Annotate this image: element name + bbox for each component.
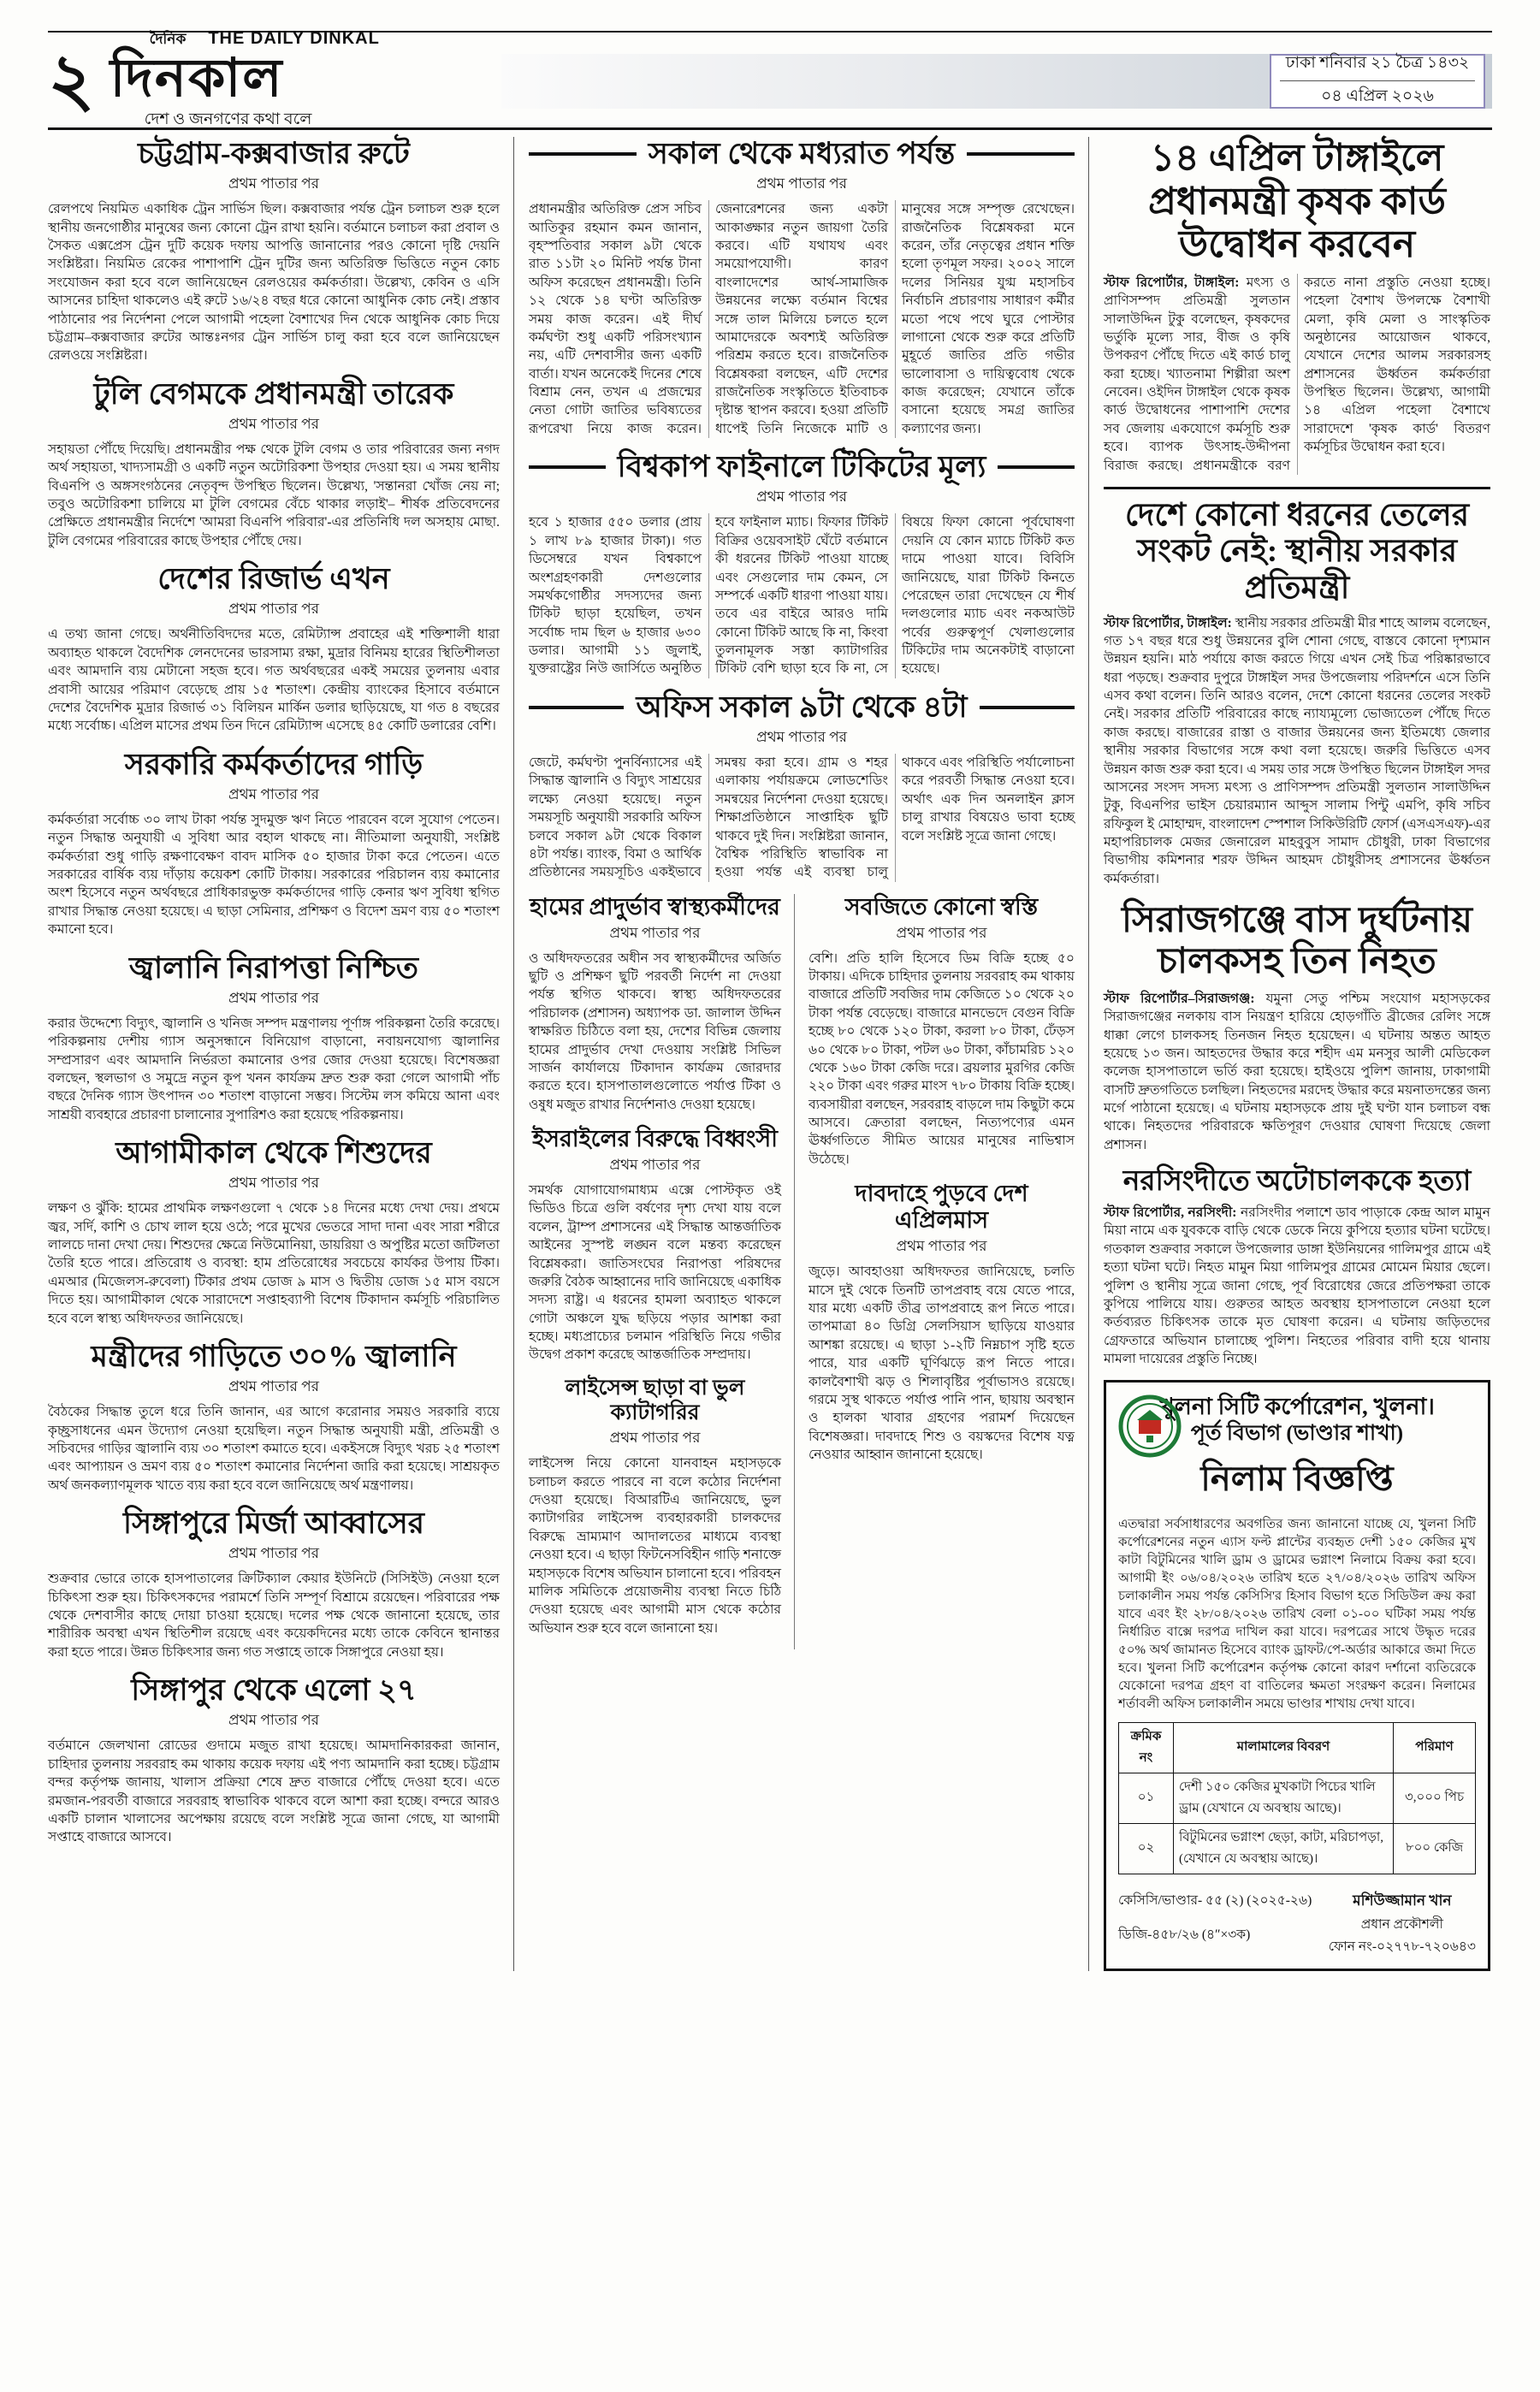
article-license-category — [529, 1377, 781, 1637]
headline-text: বিশ্বকাপ ফাইনালে টিকিটের মূল্য — [617, 450, 986, 484]
logo-tagline: দেশ ও জনগণের কথা বলে — [144, 110, 312, 128]
cell-description: দেশী ১৫০ কেজির মুখকাটা পিচের খালি ড্রাম (যেখানে যে অবস্থায় আছে)। — [1174, 1773, 1394, 1823]
continued-from-front: প্রথম পাতার পর — [228, 175, 320, 192]
article-sirajganj-accident — [1104, 900, 1490, 1154]
notice-ref-1: কেসিসি/ভাণ্ডার- ৫৫ (২) (২০২৫-২৬) — [1118, 1892, 1312, 1908]
cell-serial: ০১ — [1119, 1773, 1174, 1823]
article-headline: আগামীকাল থেকে শিশুদের — [116, 1136, 432, 1169]
article-headline: দেশের রিজার্ভ এখন — [157, 562, 390, 596]
masthead-gradient-strip — [501, 54, 1492, 109]
article-govt-cars — [48, 748, 500, 939]
article-heatwave — [808, 1181, 1075, 1464]
cell-quantity: ৮০০ কেজি — [1394, 1823, 1476, 1874]
continued-from-front: প্রথম পাতার পর — [755, 729, 848, 745]
notice-signature — [1329, 1890, 1476, 1958]
article-headline: ইসরাইলের বিরুদ্ধে বিধ্বংসী — [532, 1126, 778, 1152]
article-body: বর্তমানে জেলখানা রোডের গুদামে মজুত রাখা হয়েছে। আমদানিকারকরা জানান, চাহিদার তুলনায় সরবরাহ কম থাকায় কয়েক দফায় এই পণ্য আমদানি করা হচ্ছে। চট্টগ্রাম বন্দর কর্তৃপক্ষ জানায়, খালাস প্রক্রিয়া শেষে দ্রুত বাজারে পৌঁছে দেওয়া হবে। এতে রমজান-পরবর্তী বাজারে সরবরাহ স্বাভাবিক থাকবে বলে আশা করা হচ্ছে। বন্দরে আরও একটি চালান খালাসের অপেক্ষায় রয়েছে বলে সংশ্লিষ্ট সূত্রে জানা গেছে, যা আগামী সপ্তাহে বাজারে আসবে। — [48, 1738, 500, 1845]
continued-from-front: প্রথম পাতার পর — [755, 175, 848, 192]
body-text: যমুনা সেতু পশ্চিম সংযোগ মহাসড়কের সিরাজগঞ্জের নলকায় বাস নিয়ন্ত্রণ হারিয়ে হোড়গাঁতি ব্রীজের রেলিং সঙ্গে ধাক্কা লেগে চালকসহ তিনজন নিহত হয়েছেন। এ ঘটনায় অন্তত আহত হয়েছে ১৩ জন। আহতদের উদ্ধার করে শহীদ এম মনসুর আলী মেডিকেল কলেজ হাসপাতালে ভর্তি করা হয়েছে। হাইওয়ে পুলিশ জানায়, ঢাকাগামী বাসটি দ্রুতগতিতে চলছিল। নিহতদের মরদেহ উদ্ধার করে ময়নাতদন্তের জন্য মর্গে পাঠানো হয়েছে। এ ঘটনায় মহাসড়কে প্রায় দুই ঘণ্টা যান চলাচল বন্ধ থাকে। নিহতদের পরিবারকে ক্ষতিপূরণ দেওয়ার ঘোষণা দিয়েছে জেলা প্রশাসন। — [1104, 991, 1490, 1152]
article-headline: টুলি বেগমকে প্রধানমন্ত্রী তারেক — [93, 376, 454, 411]
kcc-logo-icon — [1118, 1394, 1182, 1462]
continued-from-front: প্রথম পাতার পর — [228, 1712, 320, 1729]
article-divider — [1104, 487, 1490, 489]
right-column — [1104, 137, 1490, 1971]
article-no-oil-crisis — [1104, 498, 1490, 888]
article-headline: জ্বালানি নিরাপত্তা নিশ্চিত — [128, 950, 418, 985]
cell-description: বিটুমিনের ভগ্নাংশ ছেড়া, কাটা, মরিচাপড়া, (যেখানে যে অবস্থায় আছে)। — [1174, 1823, 1394, 1874]
article-body: এ তথ্য জানা গেছে। অর্থনীতিবিদদের মতে, রেমিট্যান্স প্রবাহের এই শক্তিশালী ধারা অব্যাহত থাকলে বৈদেশিক লেনদেনের ভারসাম্য রক্ষা, মুদ্রার বিনিময় হারের স্থিতিশীলতা এবং আমদানি ব্যয় মেটানো সহজ হবে। গত অর্থবছরের একই সময়ের তুলনায় এবার প্রবাসী আয়ের পরিমাণ বেড়েছে প্রায় ১৫ শতাংশ। কেন্দ্রীয় ব্যাংকের হিসাবে বর্তমানে দেশের বৈদেশিক মুদ্রার রিজার্ভ ৩১ বিলিয়ন মার্কিন ডলার ছাড়িয়েছে, যা গত ৪ বছরের মধ্যে সর্বোচ্চ। এপ্রিল মাসের প্রথম তিন দিনে রেমিট্যান্স এসেছে ৪৫ কোটি ডলারের বেশি। — [48, 627, 500, 734]
article-body: ও অধিদফতরের অধীন সব স্বাস্থ্যকর্মীদের অর্জিত ছুটি ও প্রশিক্ষণ ছুটি পরবর্তী নির্দেশ না দেওয়া পর্যন্ত স্থগিত থাকবে। স্বাস্থ্য অধিদফতরের পরিচালক (প্রশাসন) অধ্যাপক ডা. জালাল উদ্দিন স্বাক্ষরিত চিঠিতে বলা হয়, দেশের বিভিন্ন জেলায় হামের প্রাদুর্ভাব দেখা দেওয়ায় সংশ্লিষ্ট সিভিল সার্জন কার্যালয়ে টিকাদান কার্যক্রম জোরদার করতে হবে। হাসপাতালগুলোতে পর্যাপ্ত টিকা ও ওষুধ মজুত রাখার নির্দেশনাও দেওয়া হয়েছে। — [529, 950, 781, 1112]
article-chattogram-coxsbazar — [48, 137, 500, 365]
table-row — [1119, 1773, 1476, 1823]
article-energy-security — [48, 951, 500, 1125]
article-reserve — [48, 562, 500, 736]
article-body: বৈঠকের সিদ্ধান্ত তুলে ধরে তিনি জানান, এর আগে করোনার সময়ও সরকারি ব্যয়ে কৃচ্ছ্রসাধনের এমন উদ্যোগ নেওয়া হয়েছিল। নতুন সিদ্ধান্ত অনুযায়ী মন্ত্রী, প্রতিমন্ত্রী ও সচিবদের গাড়ির জ্বালানি ব্যয় ৩০ শতাংশ কমাতে হবে। একইসঙ্গে বিদ্যুৎ খরচ ২৫ শতাংশ এবং আপ্যায়ন ও ভ্রমণ ব্যয় ৫০ শতাংশ কমানোর নির্দেশনা জারি করা হয়েছে। সাশ্রয়কৃত অর্থ জনকল্যাণমূলক খাতে ব্যয় করা হবে বলে জানিয়েছে অর্থ মন্ত্রণালয়। — [48, 1405, 500, 1493]
article-headline: নরসিংদীতে অটোচালককে হত্যা — [1122, 1166, 1472, 1198]
byline: স্টাফ রিপোর্টার, নরসিংদী: — [1104, 1205, 1237, 1221]
page-number: ২ — [48, 40, 95, 121]
article-headline: সিঙ্গাপুর থেকে এলো ২৭ — [131, 1673, 417, 1708]
notice-ref-2: ডিজি-৪৫৮/২৬ (৪″×৩ক) — [1118, 1927, 1251, 1942]
article-office-hours — [529, 690, 1075, 882]
logo-top-row — [110, 28, 380, 52]
article-tuli-begum — [48, 377, 500, 551]
date-box — [1270, 54, 1485, 109]
logo-prefix: দৈনিক — [149, 30, 187, 47]
article-mirza-abbas — [48, 1507, 500, 1661]
notice-org-line1: খুলনা সিটি কর্পোরেশন, খুলনা। — [1159, 1394, 1435, 1420]
signatory-title: প্রধান প্রকৌশলী — [1360, 1916, 1443, 1932]
article-body: বেশি। প্রতি হালি হিসেবে ডিম বিক্রি হচ্ছে ৫০ টাকায়। এদিকে চাহিদার তুলনায় সরবরাহ কম থাকায় বাজারে প্রতিটি সবজির দাম কেজিতে ১০ থেকে ২০ টাকা পর্যন্ত বেড়েছে। বাজারে মানভেদে বেগুন বিক্রি হচ্ছে ৮০ থেকে ১২০ টাকা, করলা ৮০ টাকা, ঢেঁড়স ৬০ থেকে ৮০ টাকা, পটল ৬০ টাকা, কাঁচামরিচ ১২০ থেকে ১৬০ টাকা কেজি দরে। ব্রয়লার মুরগির কেজি ২২০ টাকা এবং গরুর মাংস ৭৮০ টাকায় বিক্রি হচ্ছে। ব্যবসায়ীরা বলছেন, সরবরাহ বাড়লে দাম কিছুটা কমে আসবে। ক্রেতারা বলছেন, নিত্যপণ্যের এমন ঊর্ধ্বগতিতে সীমিত আয়ের মানুষের নাভিশ্বাস উঠেছে। — [808, 950, 1075, 1167]
article-body: করার উদ্দেশ্যে বিদ্যুৎ, জ্বালানি ও খনিজ সম্পদ মন্ত্রণালয় পূর্ণাঙ্গ পরিকল্পনা তৈরি করেছে। পরিকল্পনায় দেশীয় গ্যাস অনুসন্ধানে বিনিয়োগ বাড়ানো, নবায়নযোগ্য জ্বালানির সম্প্রসারণ এবং আমদানি নির্ভরতা কমানোর ওপর জোর দেওয়া হয়েছে। বিশেষজ্ঞরা বলছেন, স্থলভাগ ও সমুদ্রে নতুন কূপ খনন কার্যক্রম দ্রুত শুরু করা গেলে আগামী পাঁচ বছরে দৈনিক গ্যাস উৎপাদন ৩০ শতাংশ বাড়ানো সম্ভব। সিস্টেম লস কমিয়ে আনা এবং সাশ্রয়ী ব্যবহারে প্রচারণা চালানোর সুপারিশও করা হয়েছে পরিকল্পনায়। — [48, 1015, 500, 1122]
col-description: মালামালের বিবরণ — [1174, 1722, 1394, 1773]
continued-from-front: প্রথম পাতার পর — [228, 1378, 320, 1395]
notice-table — [1118, 1722, 1476, 1874]
body-text: স্থানীয় সরকার প্রতিমন্ত্রী মীর শাহে আলম বলেছেন, গত ১৭ বছর ধরে শুধু উন্নয়নের বুলি শোনা গেছে, বাস্তবে কোনো দৃশ্যমান উন্নয়ন হয়নি। মাঠ পর্যায়ে কাজ করতে গিয়ে এখন সেই চিত্র পরিষ্কারভাবে ধরা পড়ছে। শুক্রবার দুপুরে টাঙ্গাইল সদর উপজেলায় পরিদর্শনে এসে তিনি এসব কথা বলেন। তিনি আরও বলেন, দেশে কোনো ধরনের তেলের সংকট নেই। সরকার প্রতিটি পরিবারের কাছে ন্যায্যমূল্যে ভোজ্যতেল পৌঁছে দিতে কাজ করছে। বাজারের রাস্তা ও বাজার উন্নয়নের জন্য ইতিমধ্যে জেলার স্থানীয় সরকার বিভাগের সঙ্গে কথা বলা হয়েছে। জরুরি ভিত্তিতে এসব উন্নয়ন কাজ শুরু করা হবে। এ সময় তার সঙ্গে উপস্থিত ছিলেন টাঙ্গাইল সদর আসনের সংসদ সদস্য মৎস্য ও প্রাণিসম্পদ প্রতিমন্ত্রী সুলতান সালাউদ্দিন টুকু, বিএনপির ভাইস চেয়ারম্যান আব্দুস সালাম পিন্টু এমপি, কৃষি সচিব রফিকুল ই মোহাম্মদ, বাংলাদেশ স্পেশাল সিকিউরিটি ফোর্স (এসএসএফ)-এর মহাপরিচালক মেজর জেনারেল মাহবুবুস সামাদ চৌধুরী, ঢাকা বিভাগের বিভাগীয় কমিশনার শরফ উদ্দিন আহমদ চৌধুরীসহ প্রশাসনের ঊর্ধ্বতন কর্মকর্তারা। — [1104, 615, 1490, 886]
article-measles-health-workers — [529, 894, 781, 1114]
table-row — [1119, 1823, 1476, 1874]
notice-title: নিলাম বিজ্ঞপ্তি — [1200, 1459, 1394, 1498]
date-line-gregorian: ০৪ এপ্রিল ২০২৬ — [1321, 87, 1434, 105]
signatory-name: মশিউজ্জামান খান — [1353, 1892, 1452, 1909]
article-body: জেটে, কর্মঘণ্টা পুনর্বিন্যাসের এই সিদ্ধান্ত জ্বালানি ও বিদ্যুৎ সাশ্রয়ের লক্ষ্যে নেওয়া হয়েছে। নতুন সময়সূচি অনুযায়ী সরকারি অফিস চলবে সকাল ৯টা থেকে বিকাল ৪টা পর্যন্ত। ব্যাংক, বিমা ও আর্থিক প্রতিষ্ঠানের সময়সূচিও একইভাবে সমন্বয় করা হবে। গ্রাম ও শহর এলাকায় পর্যায়ক্রমে লোডশেডিং সমন্বয়ের নির্দেশনা দেওয়া হয়েছে। শিক্ষাপ্রতিষ্ঠানে সাপ্তাহিক ছুটি থাকবে দুই দিন। সংশ্লিষ্টরা জানান, বৈশ্বিক পরিস্থিতি স্বাভাবিক না হওয়া পর্যন্ত এই ব্যবস্থা চালু থাকবে এবং পরিস্থিতি পর্যালোচনা করে পরবর্তী সিদ্ধান্ত নেওয়া হবে। অর্থাৎ এক দিন অনলাইন ক্লাস চালু রাখার বিষয়েও ভাবা হচ্ছে বলে সংশ্লিষ্ট সূত্রে জানা গেছে। — [529, 755, 1075, 880]
article-headline: হামের প্রাদুর্ভাব স্বাস্থ্যকর্মীদের — [530, 893, 780, 920]
body-text: নরসিংদীর পলাশে ডাব পাড়াকে কেন্দ্র আল মামুন মিয়া নামে এক যুবককে বাড়ি থেকে ডেকে নিয়ে কুপিয়ে হত্যার ঘটনা ঘটেছে। গতকাল শুক্রবার সকালে উপজেলার ডাঙ্গা ইউনিয়নের গালিমপুর গ্রামে এই হত্যা ঘটনা ঘটে। নিহত মামুন মিয়া গালিমপুর গ্রামের মোমেন মিয়ার ছেলে। পুলিশ ও স্থানীয় সূত্রে জানা গেছে, পূর্ব বিরোধের জেরে প্রতিপক্ষরা তাকে কুপিয়ে পালিয়ে যায়। গুরুতর আহত অবস্থায় হাসপাতালে নেওয়া হলে কর্তব্যরত চিকিৎসক তাকে মৃত ঘোষণা করেন। এ ঘটনায় জড়িতদের গ্রেফতারে অভিযান চালাচ্ছে পুলিশ। নিহতের পরিবার বাদী হয়ে থানায় মামলা দায়েরের প্রস্তুতি নিচ্ছে। — [1104, 1205, 1490, 1367]
article-body: প্রধানমন্ত্রীর অতিরিক্ত প্রেস সচিব আতিকুর রহমান কমন জানান, বৃহস্পতিবার সকাল ৯টা থেকে রাত ১১টা ২০ মিনিট পর্যন্ত টানা অফিস করেছেন প্রধানমন্ত্রী। তিনি ১২ থেকে ১৪ ঘণ্টা অতিরিক্ত সময় কাজ করেন। এই দীর্ঘ কর্মঘণ্টা শুধু একটি পরিসংখ্যান নয়, এটি দেশবাসীর জন্য একটি বার্তা। যখন অনেকেই দিনের শেষে বিশ্রাম নেন, তখন এ প্রজন্মের নেতা গোটা জাতির ভবিষ্যতের রূপরেখা নিয়ে কাজ করেন। জেনারেশনের জন্য একটা আকাঙ্ক্ষার নতুন জায়গা তৈরি করবে। এটি যথাযথ এবং সময়োপযোগী। কারণ বাংলাদেশের আর্থ-সামাজিক উন্নয়নের লক্ষ্যে বর্তমান বিশ্বের সঙ্গে তাল মিলিয়ে চলতে হলে আমাদেরকে অবশ্যই অতিরিক্ত পরিশ্রম করতে হবে। রাজনৈতিক বিশ্লেষকরা বলছেন, এটি দেশের রাজনৈতিক সংস্কৃতিতে ইতিবাচক দৃষ্টান্ত স্থাপন করবে। হওয়া প্রতিটি ধাপেই তিনি নিজেকে মাটি ও মানুষের সঙ্গে সম্পৃক্ত রেখেছেন। রাজনৈতিক বিশ্লেষকরা মনে করেন, তাঁর নেতৃত্বের প্রধান শক্তি হলো তৃণমূল সফর। ২০০২ সালে দলের সিনিয়র যুগ্ম মহাসচিব নির্বাচনি প্রচারণায় সাধারণ কর্মীর মতো পথে পথে ঘুরে পোস্টার লাগানো থেকে শুরু করে প্রতিটি মুহূর্তে জাতির প্রতি গভীর ভালোবাসা ও দায়িত্ববোধ থেকে কাজ করেছেন; যেখানে তাঁকে বসানো হয়েছে সমগ্র জাতির কল্যাণের জন্য। — [529, 202, 1075, 436]
article-body: সহায়তা পৌঁছে দিয়েছি। প্রধানমন্ত্রীর পক্ষ থেকে টুলি বেগম ও তার পরিবারের জন্য নগদ অর্থ সহায়তা, খাদ্যসামগ্রী ও একটি নতুন অটোরিকশা উপহার দেওয়া হয়। এ সময় স্থানীয় বিএনপি ও অঙ্গসংগঠনের নেতৃবৃন্দ উপস্থিত ছিলেন। উল্লেখ্য, 'সন্তানরা খোঁজ নেয় না; তবুও অটোরিকশা চালিয়ে মা টুলি বেগমের বেঁচে থাকার লড়াই'– শীর্ষক প্রতিবেদনের প্রেক্ষিতে প্রধানমন্ত্রীর নির্দেশে 'আমরা বিএনপি পরিবার'-এর প্রতিনিধি দল অসহায় মোছা. টুলি বেগমের পরিবারের কাছে উপহার পৌঁছে দেয়। — [48, 441, 500, 548]
headline-text: সকাল থেকে মধ্যরাত পর্যন্ত — [648, 137, 956, 170]
article-body: লক্ষণ ও ঝুঁকি: হামের প্রাথমিক লক্ষণগুলো ৭ থেকে ১৪ দিনের মধ্যে দেখা দেয়। প্রথমে জ্বর, সর্দি, কাশি ও চোখ লাল হয়ে ওঠে; পরে মুখের ভেতরে সাদা দানা এবং সারা শরীরে লালচে দানা দেখা দেয়। শিশুদের ক্ষেত্রে নিউমোনিয়া, ডায়রিয়া ও অপুষ্টির মতো জটিলতা তৈরি হতে পারে। প্রতিরোধ ও ব্যবস্থা: হাম প্রতিরোধের সবচেয়ে কার্যকর উপায় টিকা। এমআর (মিজেলস-রুবেলা) টিকার প্রথম ডোজ ৯ মাস ও দ্বিতীয় ডোজ ১৫ মাস বয়সে দিতে হয়। আগামীকাল থেকে সারাদেশে সপ্তাহব্যাপী বিশেষ টিকাদান কর্মসূচি পরিচালিত হবে বলে স্বাস্থ্য অধিদফতর জানিয়েছে। — [48, 1201, 500, 1326]
article-krishok-card — [1104, 137, 1490, 475]
continued-from-front: প্রথম পাতার পর — [896, 924, 987, 941]
left-column — [48, 137, 514, 1971]
article-headline: চট্টগ্রাম-কক্সবাজার রুটে — [138, 137, 410, 170]
article-body: হবে ১ হাজার ৫৫০ ডলার (প্রায় ১ লাখ ৮৯ হাজার টাকা)। গত ডিসেম্বরে যখন বিশ্বকাপে অংশগ্রহণকারী দেশগুলোর সমর্থকগোষ্ঠীর সদস্যদের জন্য টিকিট ছাড়া হয়েছিল, তখন সর্বোচ্চ দাম ছিল ৬ হাজার ৬৩০ ডলার। আগামী ১১ জুলাই, যুক্তরাষ্ট্রের নিউ জার্সিতে অনুষ্ঠিত হবে ফাইনাল ম্যাচ। ফিফার টিকিট বিক্রির ওয়েবসাইট ঘেঁটে বর্তমানে কী ধরনের টিকিট পাওয়া যাচ্ছে এবং সেগুলোর দাম কেমন, সে সম্পর্কে একটি ধারণা পাওয়া যায়। তবে এর বাইরে আরও দামি কোনো টিকিট আছে কি না, কিংবা তুলনামূলক সস্তা ক্যাটাগরির টিকিট বেশি ছাড়া হবে কি না, সে বিষয়ে ফিফা কোনো পূর্বঘোষণা দেয়নি যে কোন ম্যাচে টিকিট কত দামে পাওয়া যাবে। বিবিসি জানিয়েছে, যারা টিকিট কিনতে পেরেছেন তারা দেখেছেন যে শীর্ষ দলগুলোর ম্যাচ এবং নকআউট পর্বের গুরুত্বপূর্ণ খেলাগুলোর টিকিটের দাম অনেকটাই বাড়ানো হয়েছে। — [529, 515, 1075, 677]
notice-org-line2: পূর্ত বিভাগ (ভাণ্ডার শাখা) — [1190, 1421, 1404, 1445]
article-body: জুড়ে। আবহাওয়া অধিদফতর জানিয়েছে, চলতি মাসে দুই থেকে তিনটি তাপপ্রবাহ বয়ে যেতে পারে, যার মধ্যে একটি তীব্র তাপপ্রবাহে রূপ নিতে পারে। তাপমাত্রা ৪০ ডিগ্রি সেলসিয়াস ছাড়িয়ে যাওয়ার আশঙ্কা রয়েছে। এ ছাড়া ১-২টি নিম্নচাপ সৃষ্টি হতে পারে, যার একটি ঘূর্ণিঝড়ে রূপ নিতে পারে। কালবৈশাখী ঝড় ও শিলাবৃষ্টির পূর্বাভাসও রয়েছে। গরমে সুস্থ থাকতে পর্যাপ্ত পানি পান, ছায়ায় অবস্থান ও হালকা খাবার গ্রহণের পরামর্শ দিয়েছেন বিশেষজ্ঞরা। দাবদাহে শিশু ও বয়স্কদের বিশেষ যত্ন নেওয়ার আহ্বান জানানো হয়েছে। — [808, 1264, 1075, 1463]
content-grid — [48, 137, 1492, 1971]
article-body — [1104, 990, 1490, 1154]
middle-sub-right — [808, 894, 1075, 1649]
article-headline: সিরাজগঞ্জে বাস দুর্ঘটনায় চালকসহ তিন নিহত — [1121, 901, 1473, 982]
article-children-vaccine — [48, 1136, 500, 1328]
article-body: সমর্থক যোগাযোগমাধ্যম এক্সে পোস্টকৃত ওই ভিডিও চিত্রে গুলি বর্ষণের দৃশ্য দেখা যায় বলে বলেন, ট্রাম্প প্রশাসনের এই সিদ্ধান্ত আন্তর্জাতিক আইনের সুস্পষ্ট লঙ্ঘন বলে মন্তব্য করেছেন বিশ্লেষকরা। জাতিসংঘের নিরাপত্তা পরিষদের জরুরি বৈঠক আহ্বানের দাবি জানিয়েছে একাধিক সদস্য রাষ্ট্র। এ ধরনের হামলা অব্যাহত থাকলে গোটা অঞ্চলে যুদ্ধ ছড়িয়ে পড়ার আশঙ্কা করা হচ্ছে। মধ্যপ্রাচ্যের চলমান পরিস্থিতি নিয়ে গভীর উদ্বেগ প্রকাশ করেছে আন্তর্জাতিক সম্প্রদায়। — [529, 1183, 781, 1363]
article-narsingdi-murder — [1104, 1166, 1490, 1368]
table-header-row — [1119, 1722, 1476, 1773]
continued-from-front: প্রথম পাতার পর — [228, 1175, 320, 1192]
logo-block — [110, 28, 380, 134]
article-body: রেলপথে নিয়মিত একাধিক ট্রেন সার্ভিস ছিল। কক্সবাজার পর্যন্ত ট্রেন চলাচল শুরু হলে স্থানীয় জনগোষ্ঠীর মানুষের জন্য কোনো ট্রেন রাখা হয়নি। বর্তমানে চলাচল করা প্রবাল ও সৈকত এক্সপ্রেস ট্রেন দুটি কয়েক দফায় আপত্তি জানানোর পরও কোনো দৃষ্টি দেয়নি সংশ্লিষ্টরা। নিয়মিত রেকের পাশাপাশি ট্রেন দুটির জন্য অতিরিক্ত ভিত্তিতে নতুন কোচ সংযোজন করা হবে বলে জানিয়েছেন রেলওয়ের কর্মকর্তারা। উল্লেখ্য, কেবিন ও এসি আসনের চাহিদা থাকলেও এই রুটে ১৬/২৪ বছর ধরে কোনো আধুনিক কোচ নেই। প্রস্তাব পাঠানোর পর নির্দেশনা পেলে আগামী পহেলা বৈশাখের দিন থেকে আধুনিক কোচ দিয়ে চট্টগ্রাম–কক্সবাজার রুটের আন্তঃনগর ট্রেন সার্ভিস চালু করা হবে বলে জানিয়েছেন রেলওয়ে সংশ্লিষ্টরা। — [48, 202, 500, 364]
auction-notice-box — [1104, 1380, 1490, 1970]
continued-from-front: প্রথম পাতার পর — [228, 601, 320, 618]
article-vegetables-price — [808, 894, 1075, 1169]
middle-sub-left — [529, 894, 795, 1649]
continued-from-front: প্রথম পাতার পর — [228, 785, 320, 802]
col-serial: ক্রমিক নং — [1119, 1722, 1174, 1773]
article-headline — [529, 450, 1075, 484]
article-headline: লাইসেন্স ছাড়া বা ভুল ক্যাটাগরির — [565, 1376, 745, 1424]
article-morning-to-midnight — [529, 137, 1075, 438]
byline: স্টাফ রিপোর্টার, টাঙ্গাইল: — [1104, 615, 1232, 631]
continued-from-front: প্রথম পাতার পর — [896, 1238, 987, 1255]
article-headline: সিঙ্গাপুরে মির্জা আব্বাসের — [123, 1507, 424, 1540]
signatory-phone: ফোন নং-০২৭৭৮-৭২০৬৪৩ — [1328, 1939, 1476, 1954]
logo-english: THE DAILY DINKAL — [208, 28, 380, 48]
continued-from-front: প্রথম পাতার পর — [755, 488, 848, 506]
body-text: মৎস্য ও প্রাণিসম্পদ প্রতিমন্ত্রী সুলতান সালাউদ্দিন টুকু বলেছেন, কৃষকদের ভর্তুকি মূল্যে সার, বীজ ও কৃষি উপকরণ পৌঁছে দিতে এই কার্ড চালু করা হচ্ছে। খ্যাতনামা শিল্পীরা অংশ নেবেন। ওইদিন টাঙ্গাইল থেকে কৃষক কার্ড উদ্বোধনের পাশাপাশি দেশের সব জেলায় একযোগে কর্মসূচি শুরু হবে। ব্যাপক উৎসাহ-উদ্দীপনা বিরাজ করছে। প্রধানমন্ত্রীকে বরণ করতে নানা প্রস্তুতি নেওয়া হচ্ছে। পহেলা বৈশাখ উপলক্ষে বৈশাখী মেলা, কৃষি মেলা ও সাংস্কৃতিক অনুষ্ঠানের আয়োজন থাকবে, যেখানে দেশের আলম সরকারসহ প্রশাসনের ঊর্ধ্বতন কর্মকর্তারা উপস্থিত ছিলেন। উল্লেখ্য, আগামী ১৪ এপ্রিল পহেলা বৈশাখে সারাদেশে 'কৃষক কার্ড' বিতরণ কর্মসূচির উদ্বোধন করা হবে। — [1104, 275, 1490, 473]
middle-column — [529, 137, 1089, 1971]
notice-references — [1118, 1890, 1312, 1958]
notice-body: এতদ্বারা সর্বসাধারণের অবগতির জন্য জানানো যাচ্ছে যে, খুলনা সিটি কর্পোরেশনের নতুন এ্যাস ফল্ট প্লান্টের ব্যবহৃত দেশী ১৫০ কেজির মুখ কাটা বিটুমিনের খালি ড্রাম ও ড্রামের ভগ্নাংশ নিলামে বিক্রয় করা হবে। আগামী ইং ০৬/০৪/২০২৬ তারিখ হতে ২৭/০৪/২০২৬ তারিখ অফিস চলাকালীন সময় পর্যন্ত কেসিসি'র হিসাব বিভাগ হতে সিডিউল ক্রয় করা যাবে এবং ইং ২৮/০৪/২০২৬ তারিখ বেলা ০১-০০ ঘটিকা সময় পর্যন্ত নির্ধারিত বাক্সে দরপত্র দাখিল করা যাবে। দরপত্রের সাথে উদ্ধৃত দরের ৫০% অর্থ জামানত হিসেবে ব্যাংক ড্রাফট/পে-অর্ডার আকারে জমা দিতে হবে। খুলনা সিটি কর্পোরেশন কর্তৃপক্ষ কোনো কারণ দর্শানো ব্যতিরেকে যেকোনো দরপত্র গ্রহণ বা বাতিলের ক্ষমতা সংরক্ষণ করেন। নিলামের শর্তাবলী অফিস চলাকালীন সময়ে ভাণ্ডার শাখায় দেখা যাবে। — [1118, 1517, 1476, 1711]
article-body — [1104, 274, 1490, 475]
cell-serial: ০২ — [1119, 1823, 1174, 1874]
byline: স্টাফ রিপোর্টার–সিরাজগঞ্জ: — [1104, 991, 1255, 1006]
cell-quantity: ৩,০০০ পিচ — [1394, 1773, 1476, 1823]
article-worldcup-ticket — [529, 450, 1075, 678]
article-body: লাইসেন্স নিয়ে কোনো যানবাহন মহাসড়কে চলাচল করতে পারবে না বলে কঠোর নির্দেশনা দেওয়া হয়েছে। বিআরটিএ জানিয়েছে, ভুল ক্যাটাগরির লাইসেন্স ব্যবহারকারী চালকদের বিরুদ্ধে ভ্রাম্যমাণ আদালতের মাধ্যমে ব্যবস্থা নেওয়া হবে। এ ছাড়া ফিটনেসবিহীন গাড়ি শনাক্তে মহাসড়কে বিশেষ অভিযান চালানো হবে। পরিবহন মালিক সমিতিকে প্রয়োজনীয় ব্যবস্থা নিতে চিঠি দেওয়া হয়েছে এবং আগামী মাস থেকে কঠোর অভিযান শুরু হবে বলে জানানো হয়। — [529, 1456, 782, 1636]
date-line-bengali-calendar: ঢাকা শনিবার ২১ চৈত্র ১৪৩২ — [1280, 50, 1475, 81]
article-headline: সবজিতে কোনো স্বস্তি — [844, 893, 1039, 920]
continued-from-front: প্রথম পাতার পর — [609, 1430, 701, 1447]
continued-from-front: প্রথম পাতার পর — [228, 415, 320, 432]
article-headline: সরকারি কর্মকর্তাদের গাড়ি — [124, 747, 424, 781]
continued-from-front: প্রথম পাতার পর — [609, 924, 701, 941]
article-body — [1104, 614, 1490, 889]
continued-from-front: প্রথম পাতার পর — [228, 989, 320, 1006]
continued-from-front: প্রথম পাতার পর — [609, 1157, 701, 1174]
article-headline — [529, 690, 1075, 725]
article-body — [1104, 1204, 1490, 1368]
col-quantity: পরিমাণ — [1394, 1722, 1476, 1773]
continued-from-front: প্রথম পাতার পর — [228, 1545, 320, 1562]
masthead — [48, 28, 1492, 130]
article-headline: ১৪ এপ্রিল টাঙ্গাইলে প্রধানমন্ত্রী কৃষক কার্ড উদ্বোধন করবেন — [1148, 137, 1446, 266]
logo-main: দিনকাল — [110, 49, 284, 108]
article-headline: দেশে কোনো ধরনের তেলের সংকট নেই: স্থানীয় সরকার প্রতিমন্ত্রী — [1124, 497, 1470, 606]
headline-text: অফিস সকাল ৯টা থেকে ৪টা — [636, 690, 968, 724]
article-ministers-fuel — [48, 1340, 500, 1495]
masthead-left — [48, 28, 493, 128]
middle-lower-split — [529, 894, 1075, 1649]
article-israel — [529, 1126, 781, 1365]
article-body: কর্মকর্তারা সর্বোচ্চ ৩০ লাখ টাকা পর্যন্ত সুদমুক্ত ঋণ নিতে পারবেন বলে সুযোগ পেতেন। নতুন সিদ্ধান্ত অনুযায়ী এ সুবিধা আর বহাল থাকছে না। নীতিমালা অনুযায়ী, সংশ্লিষ্ট কর্মকর্তারা শুধু গাড়ি রক্ষণাবেক্ষণ বাবদ মাসিক ৫০ হাজার টাকা করে পেতেন। এতে সরকারের বার্ষিক ব্যয় দাঁড়ায় কয়েকশ কোটি টাকায়। সরকারের পরিচালন ব্যয় কমানোর অংশ হিসেবে নতুন অর্থবছরে প্রাধিকারভুক্ত কর্মকর্তাদের গাড়ি কেনার ঋণ সুবিধা স্থগিত রাখার সিদ্ধান্ত নেওয়া হয়েছে। এ ছাড়া সেমিনার, প্রশিক্ষণ ও বিদেশ ভ্রমণ ব্যয় ৫০ শতাংশ কমানো হবে। — [48, 812, 500, 938]
article-headline: দাবদাহে পুড়বে দেশ এপ্রিলমাস — [855, 1181, 1028, 1234]
article-headline: মন্ত্রীদের গাড়িতে ৩০% জ্বালানি — [91, 1339, 457, 1373]
article-headline — [529, 137, 1075, 171]
notice-footer — [1118, 1890, 1476, 1958]
article-body: শুক্রবার ভোরে তাকে হাসপাতালের ক্রিটিক্যাল কেয়ার ইউনিটে (সিসিইউ) নেওয়া হলে চিকিৎসা শুরু হয়। চিকিৎসকদের পরামর্শে তিনি সম্পূর্ণ বিশ্রামে রয়েছেন। পরিবারের পক্ষ থেকে দেশবাসীর কাছে দোয়া চাওয়া হয়েছে। দলের পক্ষ থেকে জানানো হয়েছে, তার শারীরিক অবস্থা এখন স্থিতিশীল রয়েছে এবং কয়েকদিনের মধ্যে তাকে কেবিনে স্থানান্তর করা হতে পারে। উন্নত চিকিৎসার জন্য গত সপ্তাহে তাকে সিঙ্গাপুরে নেওয়া হয়। — [48, 1572, 500, 1660]
article-singapore-import — [48, 1673, 500, 1847]
byline: স্টাফ রিপোর্টার, টাঙ্গাইল: — [1104, 275, 1240, 290]
